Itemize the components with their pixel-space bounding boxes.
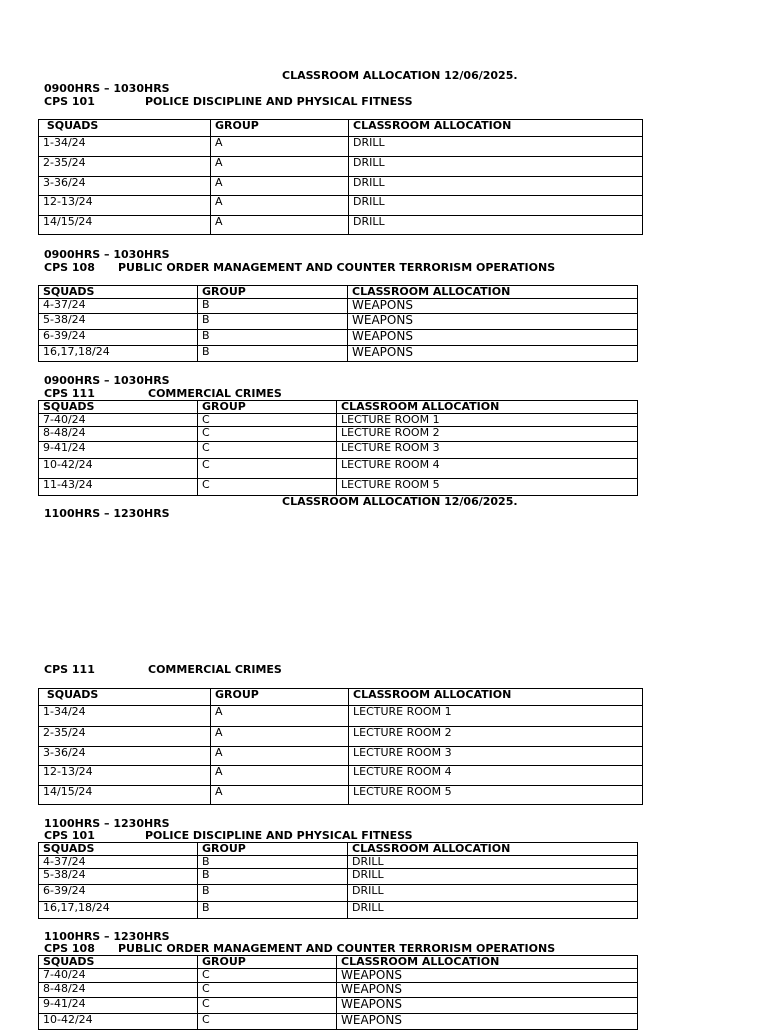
classroom-cell: LECTURE ROOM 5 [337, 479, 638, 496]
classroom-cell: WEAPONS [337, 983, 638, 998]
squad-cell: 10-42/24 [39, 1014, 198, 1030]
group-cell: C [198, 1014, 337, 1030]
course-code: CPS 108 [44, 261, 95, 274]
course-code: CPS 111 [44, 387, 95, 400]
squad-cell: 16,17,18/24 [39, 346, 198, 362]
classroom-cell: WEAPONS [337, 1014, 638, 1030]
header-squads: SQUADS [39, 286, 198, 299]
group-cell: C [198, 427, 337, 442]
squad-cell: 14/15/24 [39, 216, 211, 235]
group-cell: B [198, 902, 348, 919]
course-name: PUBLIC ORDER MANAGEMENT AND COUNTER TERRORISM OPERATIONS [118, 261, 556, 274]
classroom-cell: LECTURE ROOM 4 [337, 459, 638, 479]
header-squads: SQUADS [39, 120, 211, 137]
squad-cell: 9-41/24 [39, 442, 198, 459]
table-header-row [39, 401, 638, 414]
squad-cell: 6-39/24 [39, 330, 198, 346]
group-cell: C [198, 969, 337, 983]
course-name: PUBLIC ORDER MANAGEMENT AND COUNTER TERRORISM OPERATIONS [118, 942, 556, 955]
table-row [39, 983, 638, 998]
classroom-cell: DRILL [348, 856, 638, 869]
table-row [39, 314, 638, 330]
header-classroom-allocation: CLASSROOM ALLOCATION [349, 120, 643, 137]
allocation-table [38, 842, 638, 919]
page-title-repeat: CLASSROOM ALLOCATION 12/06/2025. [282, 495, 518, 508]
course-name: COMMERCIAL CRIMES [148, 387, 282, 400]
group-cell: B [198, 314, 348, 330]
classroom-cell: DRILL [349, 196, 643, 216]
classroom-cell: DRILL [349, 177, 643, 196]
table-row [39, 479, 638, 496]
table-row [39, 727, 643, 747]
table-row [39, 706, 643, 727]
table-row [39, 299, 638, 314]
group-cell: A [211, 766, 349, 786]
course-name: POLICE DISCIPLINE AND PHYSICAL FITNESS [145, 95, 413, 108]
group-cell: A [211, 706, 349, 727]
table-header-row [39, 956, 638, 969]
allocation-table [38, 688, 643, 805]
header-group: GROUP [211, 120, 349, 137]
section-time: 1100HRS – 1230HRS [44, 930, 170, 943]
header-squads: SQUADS [39, 843, 198, 856]
allocation-table [38, 955, 638, 1030]
group-cell: C [198, 459, 337, 479]
classroom-cell: LECTURE ROOM 4 [349, 766, 643, 786]
table-header-row [39, 689, 643, 706]
table-row [39, 969, 638, 983]
classroom-cell: LECTURE ROOM 2 [337, 427, 638, 442]
page-title: CLASSROOM ALLOCATION 12/06/2025. [282, 69, 518, 82]
group-cell: B [198, 856, 348, 869]
squad-cell: 5-38/24 [39, 869, 198, 885]
classroom-cell: DRILL [349, 216, 643, 235]
group-cell: B [198, 330, 348, 346]
classroom-cell: DRILL [349, 137, 643, 157]
classroom-cell: LECTURE ROOM 3 [349, 747, 643, 766]
table-row [39, 869, 638, 885]
header-group: GROUP [198, 401, 337, 414]
group-cell: A [211, 747, 349, 766]
allocation-table [38, 119, 643, 235]
squad-cell: 5-38/24 [39, 314, 198, 330]
group-cell: A [211, 216, 349, 235]
table-row [39, 747, 643, 766]
classroom-cell: DRILL [348, 869, 638, 885]
header-group: GROUP [198, 286, 348, 299]
classroom-cell: DRILL [348, 885, 638, 902]
table-row [39, 459, 638, 479]
squad-cell: 1-34/24 [39, 706, 211, 727]
classroom-cell: WEAPONS [337, 969, 638, 983]
table-row [39, 442, 638, 459]
table-row [39, 998, 638, 1014]
group-cell: B [198, 885, 348, 902]
section-time: 1100HRS – 1230HRS [44, 817, 170, 830]
table-row [39, 766, 643, 786]
table-row [39, 902, 638, 919]
squad-cell: 4-37/24 [39, 299, 198, 314]
header-squads: SQUADS [39, 689, 211, 706]
course-name: POLICE DISCIPLINE AND PHYSICAL FITNESS [145, 829, 413, 842]
table-header-row [39, 843, 638, 856]
section-time: 0900HRS – 1030HRS [44, 82, 170, 95]
group-cell: C [198, 983, 337, 998]
group-cell: A [211, 177, 349, 196]
table-row [39, 885, 638, 902]
table-row [39, 786, 643, 805]
squad-cell: 3-36/24 [39, 747, 211, 766]
table-row [39, 177, 643, 196]
header-classroom-allocation: CLASSROOM ALLOCATION [349, 689, 643, 706]
group-cell: C [198, 442, 337, 459]
allocation-table [38, 400, 638, 496]
table-row [39, 196, 643, 216]
table-row [39, 216, 643, 235]
classroom-cell: WEAPONS [348, 299, 638, 314]
squad-cell: 16,17,18/24 [39, 902, 198, 919]
group-cell: C [198, 479, 337, 496]
table-row [39, 157, 643, 177]
classroom-cell: LECTURE ROOM 2 [349, 727, 643, 747]
header-classroom-allocation: CLASSROOM ALLOCATION [337, 956, 638, 969]
classroom-cell: WEAPONS [348, 314, 638, 330]
course-name: COMMERCIAL CRIMES [148, 663, 282, 676]
course-code: CPS 111 [44, 663, 95, 676]
section-time: 0900HRS – 1030HRS [44, 374, 170, 387]
group-cell: B [198, 346, 348, 362]
course-code: CPS 101 [44, 95, 95, 108]
table-row [39, 427, 638, 442]
header-group: GROUP [211, 689, 349, 706]
squad-cell: 10-42/24 [39, 459, 198, 479]
header-group: GROUP [198, 956, 337, 969]
squad-cell: 14/15/24 [39, 786, 211, 805]
classroom-cell: LECTURE ROOM 1 [337, 414, 638, 427]
squad-cell: 4-37/24 [39, 856, 198, 869]
classroom-cell: DRILL [349, 157, 643, 177]
squad-cell: 2-35/24 [39, 157, 211, 177]
table-header-row [39, 286, 638, 299]
section-time: 0900HRS – 1030HRS [44, 248, 170, 261]
course-code: CPS 108 [44, 942, 95, 955]
classroom-cell: DRILL [348, 902, 638, 919]
header-group: GROUP [198, 843, 348, 856]
classroom-cell: WEAPONS [348, 330, 638, 346]
allocation-table [38, 285, 638, 362]
table-header-row [39, 120, 643, 137]
squad-cell: 1-34/24 [39, 137, 211, 157]
squad-cell: 11-43/24 [39, 479, 198, 496]
group-cell: A [211, 196, 349, 216]
table-row [39, 346, 638, 362]
group-cell: A [211, 137, 349, 157]
squad-cell: 9-41/24 [39, 998, 198, 1014]
group-cell: C [198, 998, 337, 1014]
classroom-cell: LECTURE ROOM 3 [337, 442, 638, 459]
group-cell: B [198, 869, 348, 885]
header-classroom-allocation: CLASSROOM ALLOCATION [337, 401, 638, 414]
classroom-cell: WEAPONS [337, 998, 638, 1014]
squad-cell: 8-48/24 [39, 983, 198, 998]
course-code: CPS 101 [44, 829, 95, 842]
group-cell: B [198, 299, 348, 314]
table-row [39, 1014, 638, 1030]
group-cell: C [198, 414, 337, 427]
squad-cell: 12-13/24 [39, 766, 211, 786]
header-classroom-allocation: CLASSROOM ALLOCATION [348, 843, 638, 856]
table-row [39, 137, 643, 157]
squad-cell: 6-39/24 [39, 885, 198, 902]
group-cell: A [211, 727, 349, 747]
header-squads: SQUADS [39, 401, 198, 414]
classroom-cell: LECTURE ROOM 5 [349, 786, 643, 805]
squad-cell: 3-36/24 [39, 177, 211, 196]
table-row [39, 330, 638, 346]
squad-cell: 2-35/24 [39, 727, 211, 747]
section-time: 1100HRS – 1230HRS [44, 507, 170, 520]
header-classroom-allocation: CLASSROOM ALLOCATION [348, 286, 638, 299]
squad-cell: 7-40/24 [39, 414, 198, 427]
squad-cell: 8-48/24 [39, 427, 198, 442]
classroom-cell: WEAPONS [348, 346, 638, 362]
header-squads: SQUADS [39, 956, 198, 969]
group-cell: A [211, 786, 349, 805]
classroom-cell: LECTURE ROOM 1 [349, 706, 643, 727]
table-row [39, 414, 638, 427]
squad-cell: 7-40/24 [39, 969, 198, 983]
group-cell: A [211, 157, 349, 177]
squad-cell: 12-13/24 [39, 196, 211, 216]
table-row [39, 856, 638, 869]
